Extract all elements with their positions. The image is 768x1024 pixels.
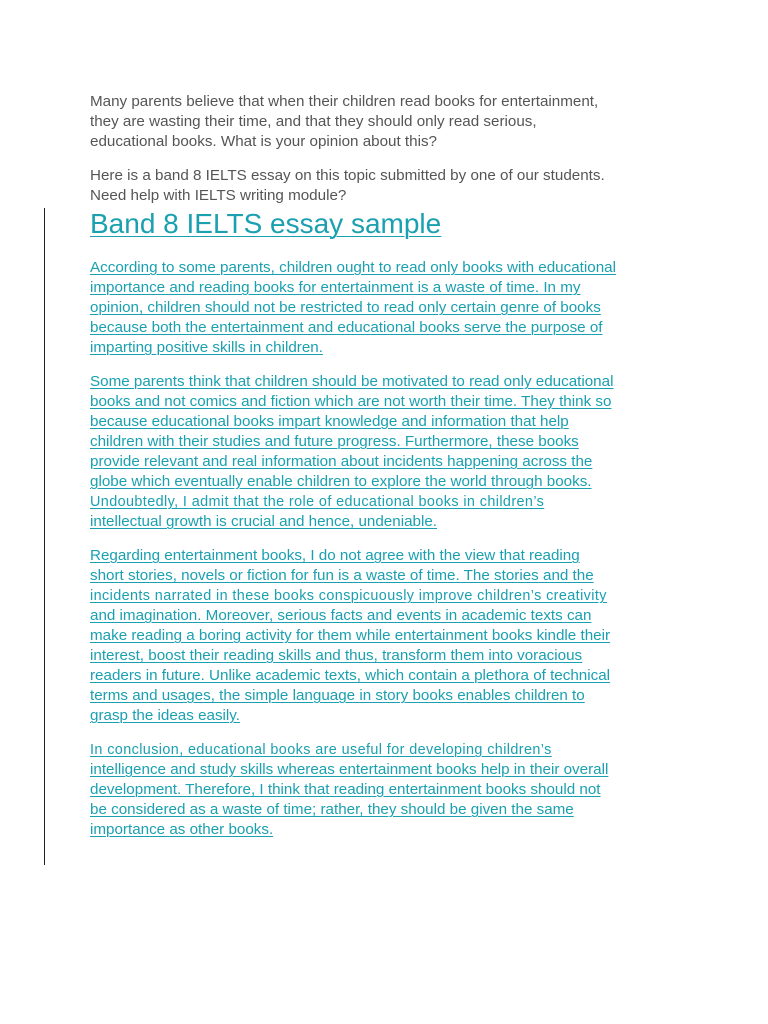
essay-line[interactable]: opinion, children should not be restricted to read only certain genre of books [90,299,601,316]
prompt-line: they are wasting their time, and that they should only read serious, [90,113,537,130]
essay-line[interactable]: and imagination. Moreover, serious facts and events in academic texts can [90,607,592,624]
prompt-line: Many parents believe that when their children read books for entertainment, [90,93,599,110]
essay-heading-text[interactable]: Band 8 IELTS essay sample [90,208,442,239]
essay-line[interactable]: globe which eventually enable children to explore the world through books. [90,473,592,490]
essay-line[interactable]: make reading a boring activity for them while entertainment books kindle their [90,627,611,644]
essay-line[interactable]: be considered as a waste of time; rather, they should be given the same [90,801,574,818]
essay-line[interactable]: In conclusion, educational books are useful for developing children’s [90,742,552,758]
intro-line: Need help with IELTS writing module? [90,187,347,204]
essay-paragraph-4[interactable] [90,740,710,840]
essay-line[interactable]: children with their studies and future progress. Furthermore, these books [90,433,579,450]
essay-heading-link[interactable] [90,206,710,242]
essay-line[interactable]: provide relevant and real information about incidents happening across the [90,453,593,470]
essay-paragraph-2[interactable] [90,372,710,532]
essay-line[interactable]: development. Therefore, I think that reading entertainment books should not [90,781,601,798]
intro-text [90,166,710,206]
essay-line[interactable]: Undoubtedly, I admit that the role of educational books in children’s [90,494,545,510]
essay-line[interactable]: books and not comics and fiction which are not worth their time. They think so [90,393,612,410]
essay-line[interactable]: short stories, novels or fiction for fun is a waste of time. The stories and the [90,567,594,584]
essay-line[interactable]: intelligence and study skills whereas entertainment books help in their overall [90,761,609,778]
essay-line[interactable]: incidents narrated in these books conspicuously improve children’s creativity [90,588,607,604]
essay-line[interactable]: grasp the ideas easily. [90,707,240,724]
essay-line[interactable]: Some parents think that children should be motivated to read only educational [90,373,614,390]
essay-line[interactable]: because both the entertainment and educational books serve the purpose of [90,319,603,336]
essay-line[interactable]: terms and usages, the simple language in story books enables children to [90,687,585,704]
essay-line[interactable]: importance and reading books for entertainment is a waste of time. In my [90,279,581,296]
essay-line[interactable]: interest, boost their reading skills and thus, transform them into voracious [90,647,583,664]
essay-line[interactable]: intellectual growth is crucial and hence, undeniable. [90,513,437,530]
prompt-line: educational books. What is your opinion about this? [90,133,437,150]
essay-paragraph-3[interactable] [90,546,710,726]
essay-line[interactable]: because educational books impart knowledge and information that help [90,413,569,430]
essay-line[interactable]: According to some parents, children ought to read only books with educational [90,259,616,276]
margin-rule [44,208,45,865]
essay-prompt [90,92,710,152]
essay-line[interactable]: Regarding entertainment books, I do not agree with the view that reading [90,547,580,564]
essay-line[interactable]: importance as other books. [90,821,274,838]
essay-line[interactable]: readers in future. Unlike academic texts, which contain a plethora of technical [90,667,611,684]
content-column [90,92,710,840]
essay-line[interactable]: imparting positive skills in children. [90,339,323,356]
intro-line: Here is a band 8 IELTS essay on this topic submitted by one of our students. [90,167,605,184]
essay-paragraph-1[interactable] [90,258,710,358]
